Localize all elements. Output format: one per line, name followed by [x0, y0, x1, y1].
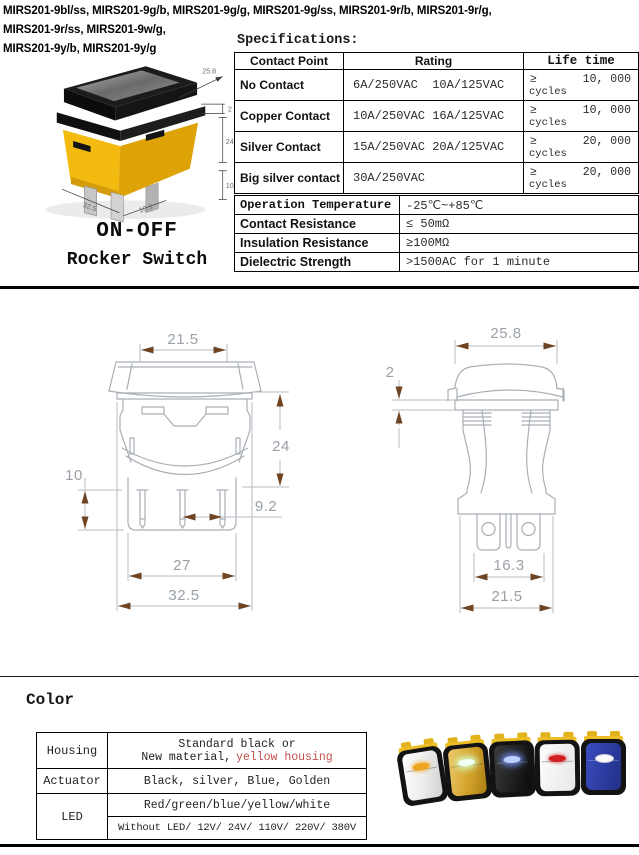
switch-variant-black [489, 740, 537, 798]
photo-dim-base-d: 10.5 [137, 202, 154, 215]
housing-value-line2: New material, yellow housing [141, 750, 333, 764]
col-contact-point: Contact Point [235, 53, 344, 70]
switch-photo-shapes [45, 66, 205, 222]
model-list-line1: MIRS201-9bl/ss, MIRS201-9g/b, MIRS201-9g/g, MIRS201-9g/ss, MIRS201-9r/b, MIRS201-9r/g, [3, 5, 492, 17]
side-view-geometry [448, 364, 564, 550]
color-variants-photo [398, 700, 638, 844]
front-dim-terminal-pitch: 9.2 [254, 498, 278, 515]
property-label: Insulation Resistance [235, 234, 400, 253]
model-list [3, 2, 537, 59]
switch-variant-blue [581, 739, 626, 795]
spec-header-row [235, 53, 639, 70]
contact-name: No Contact [235, 70, 344, 101]
switch-variant-silver [396, 745, 449, 807]
table-row [235, 70, 639, 101]
led-colors-value: Red/green/blue/yellow/white [108, 794, 367, 817]
actuator [586, 743, 621, 790]
side-dim-terminal-pitch: 16.3 [493, 557, 525, 574]
table-row [235, 215, 639, 234]
model-list-line2: MIRS201-9r/ss, MIRS201-9w/g, [3, 24, 166, 36]
led-lens [458, 758, 476, 767]
rating-value: 30A/250VAC [344, 163, 524, 194]
front-view-geometry [109, 362, 261, 530]
led-voltages-value: Without LED/ 12V/ 24V/ 110V/ 220V/ 380V [108, 817, 367, 840]
led-lens [595, 754, 614, 763]
specifications-title: Specifications: [237, 33, 359, 48]
table-row [235, 196, 639, 215]
photo-dim-width: 25.8 [202, 67, 217, 76]
table-row [37, 733, 367, 769]
photo-dim-base-w: 32.5 [81, 200, 98, 214]
actuator [448, 746, 488, 796]
housing-label: Housing [37, 733, 108, 769]
rating-value: 6A/250VAC 10A/125VAC [344, 70, 524, 101]
property-value: >1500AC for 1 minute [400, 253, 639, 272]
color-table [36, 732, 367, 840]
life-time-cell: ≥ 20, 000 cycles [524, 163, 639, 194]
photo-dim-terminal: 10 [225, 182, 234, 191]
table-row [235, 132, 639, 163]
front-dim-terminal-length: 10 [65, 467, 83, 484]
actuator [494, 744, 531, 793]
side-view-dimension-text [386, 325, 525, 605]
property-label: Contact Resistance [235, 215, 400, 234]
life-time-cell: ≥ 10, 000 cycles [524, 70, 639, 101]
photo-dim-cap: 2 [227, 105, 232, 114]
front-dim-outer-width: 32.5 [168, 587, 200, 604]
led-label: LED [37, 794, 108, 840]
table-row [37, 794, 367, 817]
contact-name: Copper Contact [235, 101, 344, 132]
side-dim-cap-width: 25.8 [490, 325, 522, 342]
actuator [540, 744, 576, 792]
housing-value-line1: Standard black or [178, 737, 296, 751]
housing-yellow-highlight: yellow housing [236, 750, 333, 764]
housing-value [108, 733, 367, 769]
side-dim-base-width: 21.5 [491, 588, 523, 605]
rating-value: 10A/250VAC 16A/125VAC [344, 101, 524, 132]
actuator [401, 750, 443, 802]
switch-variant-golden [442, 742, 493, 802]
specifications-table [234, 52, 639, 194]
life-time-cell: ≥ 20, 000 cycles [524, 132, 639, 163]
switch-variant-white [535, 740, 581, 797]
col-rating: Rating [344, 53, 524, 70]
contact-name: Silver Contact [235, 132, 344, 163]
product-photo [25, 56, 235, 224]
model-list-line3: MIRS201-9y/b, MIRS201-9y/g [3, 43, 157, 55]
side-view-dimension-lines [392, 340, 557, 613]
table-row [235, 101, 639, 132]
front-dim-top-width: 21.5 [167, 331, 199, 348]
table-row [37, 769, 367, 794]
led-lens [412, 762, 430, 772]
actuator-value: Black, silver, Blue, Golden [108, 769, 367, 794]
table-row [235, 253, 639, 272]
section-divider-bottom [0, 844, 639, 847]
product-caption-line1: ON-OFF [96, 220, 178, 243]
table-row [235, 234, 639, 253]
life-time-cell: ≥ 10, 000 cycles [524, 101, 639, 132]
product-caption-line2: Rocker Switch [66, 250, 208, 270]
section-divider-middle [0, 676, 639, 677]
front-dim-inner-width: 27 [173, 557, 191, 574]
product-caption [52, 218, 222, 274]
col-life-time: Life time [524, 53, 639, 70]
rating-value-highlight: 15A/250VAC 20A/125VAC [344, 132, 524, 163]
property-value: ≤ 50mΩ [400, 215, 639, 234]
properties-table [234, 195, 639, 272]
contact-name: Big silver contact [235, 163, 344, 194]
actuator-label: Actuator [37, 769, 108, 794]
section-divider-top [0, 286, 639, 289]
side-view-drawing [370, 300, 630, 627]
front-view-drawing [60, 300, 360, 627]
property-value: ≥100MΩ [400, 234, 639, 253]
property-label: Dielectric Strength [235, 253, 400, 272]
front-dim-body-height: 24 [272, 438, 290, 455]
table-row [235, 163, 639, 194]
property-value: -25℃~+85℃ [400, 196, 639, 215]
color-section-title: Color [26, 691, 75, 709]
photo-dim-body: 24 [225, 138, 234, 147]
property-label: Operation Temperature [235, 196, 400, 215]
side-dim-flange-thickness: 2 [385, 364, 395, 381]
